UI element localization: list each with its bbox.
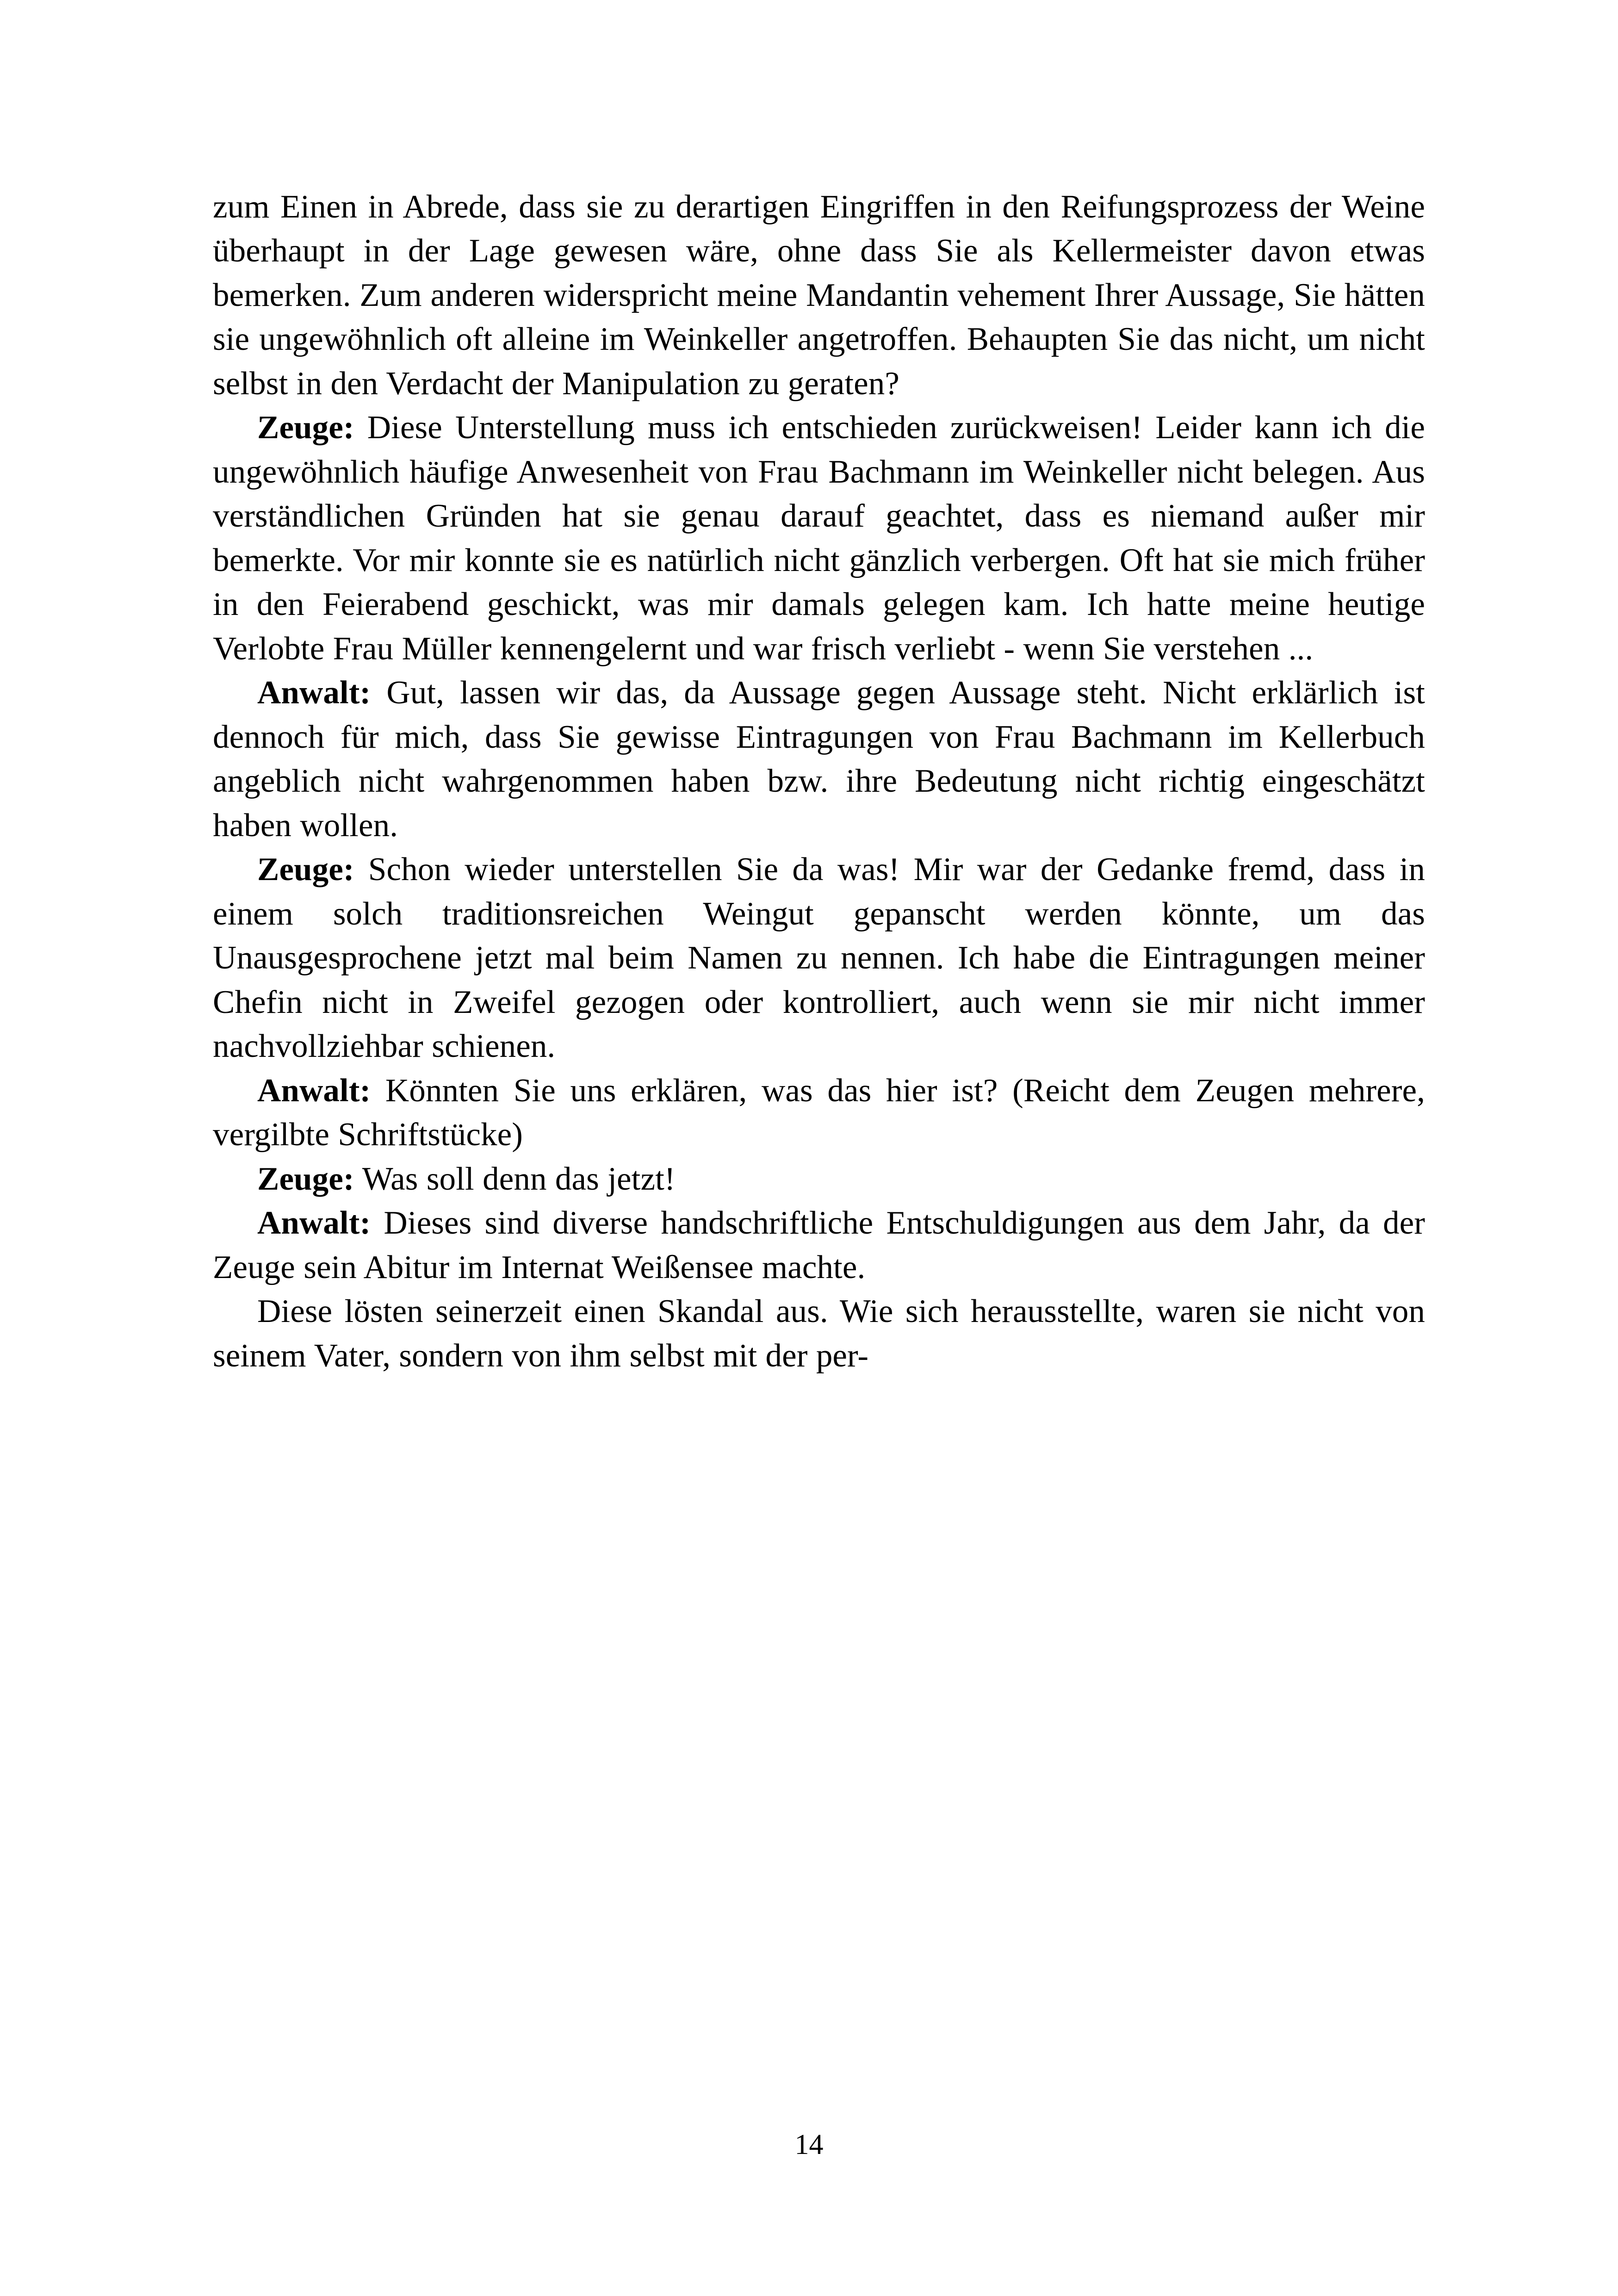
speaker-label-zeuge: Zeuge: (257, 410, 354, 446)
paragraph-4 (213, 848, 1425, 1068)
paragraph-7 (213, 1201, 1425, 1290)
paragraph-4-text: Schon wieder unterstellen Sie da was! Mir war der Gedanke fremd, dass in einem solch traditionsreichen Weingut gepanscht werden könnte, um das Unausgesprochene jetzt mal beim Namen zu nennen. Ich habe die Eintragungen meiner Chefin nicht in Zweifel gezogen oder kontrolliert, auch wenn sie mir nicht immer nachvollziehbar schienen. (213, 851, 1425, 1065)
paragraph-8 (213, 1290, 1425, 1378)
paragraph-7-text: Dieses sind diverse handschriftliche Entschuldigungen aus dem Jahr, da der Zeuge sein Abitur im Internat Weißensee machte. (213, 1205, 1425, 1285)
speaker-label-zeuge: Zeuge: (257, 1160, 354, 1197)
paragraph-5-text: Könnten Sie uns erklären, was das hier ist? (Reicht dem Zeugen mehrere, vergilbte Schriftstücke) (213, 1072, 1425, 1153)
paragraph-1 (213, 185, 1425, 406)
paragraph-2-text: Diese Unterstellung muss ich entschieden zurückweisen! Leider kann ich die ungewöhnlich häufige Anwesenheit von Frau Bachmann im Weinkeller nicht belegen. Aus verständlichen Gründen hat sie genau darauf geachtet, dass es niemand außer mir bemerkte. Vor mir konnte sie es natürlich nicht gänzlich verbergen. Oft hat sie mich früher in den Feierabend geschickt, was mir damals gelegen kam. Ich hatte meine heutige Verlobte Frau Müller kennengelernt und war frisch verliebt - wenn Sie verstehen ... (213, 410, 1425, 667)
paragraph-3 (213, 671, 1425, 848)
speaker-label-anwalt: Anwalt: (257, 1072, 371, 1109)
speaker-label-anwalt: Anwalt: (257, 1205, 371, 1241)
paragraph-6 (213, 1157, 1425, 1201)
paragraph-1-text: zum Einen in Abrede, dass sie zu derartigen Eingriffen in den Reifungsprozess der Weine überhaupt in der Lage gewesen wäre, ohne dass Sie als Kellermeister davon etwas bemerken. Zum anderen widerspricht meine Mandantin vehement Ihrer Aussage, Sie hätten sie ungewöhnlich oft alleine im Weinkeller angetroffen. Behaupten Sie das nicht, um nicht selbst in den Verdacht der Manipulation zu geraten? (213, 189, 1425, 402)
paragraph-3-text: Gut, lassen wir das, da Aussage gegen Aussage steht. Nicht erklärlich ist dennoch für mich, dass Sie gewisse Eintragungen von Frau Bachmann im Kellerbuch angeblich nicht wahrgenommen haben bzw. ihre Bedeutung nicht richtig eingeschätzt haben wollen. (213, 675, 1425, 844)
body-text (213, 185, 1425, 1378)
paragraph-2 (213, 406, 1425, 671)
speaker-label-anwalt: Anwalt: (257, 675, 371, 711)
paragraph-5 (213, 1069, 1425, 1157)
paragraph-8-text: Diese lösten seinerzeit einen Skandal aus. Wie sich herausstellte, waren sie nicht von seinem Vater, sondern von ihm selbst mit der per- (213, 1293, 1425, 1374)
speaker-label-zeuge: Zeuge: (257, 851, 354, 888)
paragraph-6-text: Was soll denn das jetzt! (354, 1160, 676, 1197)
page-number: 14 (794, 2129, 824, 2160)
